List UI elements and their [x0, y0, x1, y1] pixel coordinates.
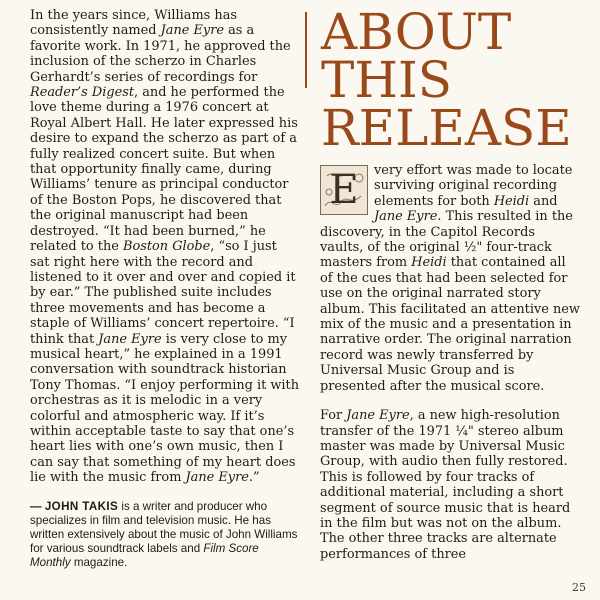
text-run: is a writer and producer who specializes in film and television music. He has written extensively about the music of John Williams for various soundtrack labels and [30, 499, 298, 555]
text-run: , “so I just sat right here with the record and listened to it over and over and copied it by ear.” The published suite includes three movements and has become a staple of Williams’ concert repertoire. “I think that [30, 239, 296, 347]
italic-title-text: Boston Globe [123, 239, 211, 255]
italic-title-text: Reader’s Digest [30, 85, 135, 101]
text-run: For [320, 408, 347, 424]
italic-title-text: Jane Eyre [160, 23, 224, 39]
text-run: that contained all of the cues that had been selected for use on the original narrated story album. This facilitated an attentive new mix of the music and a presentation in narrative order. The original narration record was newly transferred by Universal Music Group and is presented after the musical score. [320, 255, 580, 394]
heading-line-release: RELEASE [321, 99, 572, 157]
left-column [30, 8, 300, 570]
author-byline [30, 500, 300, 570]
italic-title-text: Jane Eyre [98, 331, 162, 347]
text-run: In the years since, Williams has consistently named [30, 8, 237, 39]
text-run: , a new high-resolution transfer of the 1971 ¼" stereo album master was made by Universal Music Group, with audio then fully restored. This is followed by four tracks of additional material, including a short segment of source music that is heard in the film but was not on the album. The other three tracks are alternate performances of three [320, 408, 571, 562]
author-name: JOHN TAKIS [44, 499, 119, 513]
text-run: very effort was made to locate surviving original recording elements for both [374, 163, 573, 209]
ornamental-drop-cap [320, 165, 368, 215]
page-number: 25 [572, 581, 586, 594]
section-divider-rule [305, 12, 307, 88]
italic-title-text: Film Score Monthly [30, 541, 259, 569]
right-column [320, 163, 582, 562]
italic-title-text: Heidi [493, 193, 530, 209]
byline-dash: — [30, 499, 42, 513]
text-run: magazine. [70, 555, 128, 569]
italic-title-text: Jane Eyre [346, 408, 410, 424]
section-heading [321, 3, 591, 157]
text-run: as a favorite work. In 1971, he approved the inclusion of the scherzo in Charles Gerhardt’s series of recordings for [30, 23, 291, 85]
text-run: is very close to my musical heart,” he explained in a 1991 conversation with soundtrack historian Tony Thomas. “I enjoy performing it with orchestras as it is melodic in a very colorful and atmospheric way. If it’s within acceptable taste to say that one’s heart lies with one’s own music, then I can say that something of my heart does lie with the music from [30, 331, 300, 486]
jane-eyre-paragraph [320, 408, 582, 562]
drop-cap-letter: E [329, 167, 359, 213]
italic-title-text: Jane Eyre [185, 470, 249, 486]
left-body-paragraph [30, 8, 300, 486]
heading-line-this: THIS [321, 51, 452, 109]
text-run: and [529, 193, 558, 209]
italic-title-text: Heidi [411, 255, 447, 271]
text-run: .” [248, 470, 260, 486]
text-run: , and he performed the love theme during a 1976 concert at Royal Albert Hall. He later expressed his desire to expand the scherzo as part of a fully realized concert suite. But when that opportunity finally came, during Williams’ tenure as principal conductor of the Boston Pops, he discovered that the original manuscript had been destroyed. “It had been burned,” he related to the [30, 85, 298, 255]
intro-paragraph [320, 163, 582, 394]
heading-line-about: ABOUT [321, 3, 512, 61]
italic-title-text: Jane Eyre [374, 209, 438, 225]
text-run: . This resulted in the discovery, in the Capitol Records vaults, of the original ½" four-track masters from [320, 209, 573, 271]
